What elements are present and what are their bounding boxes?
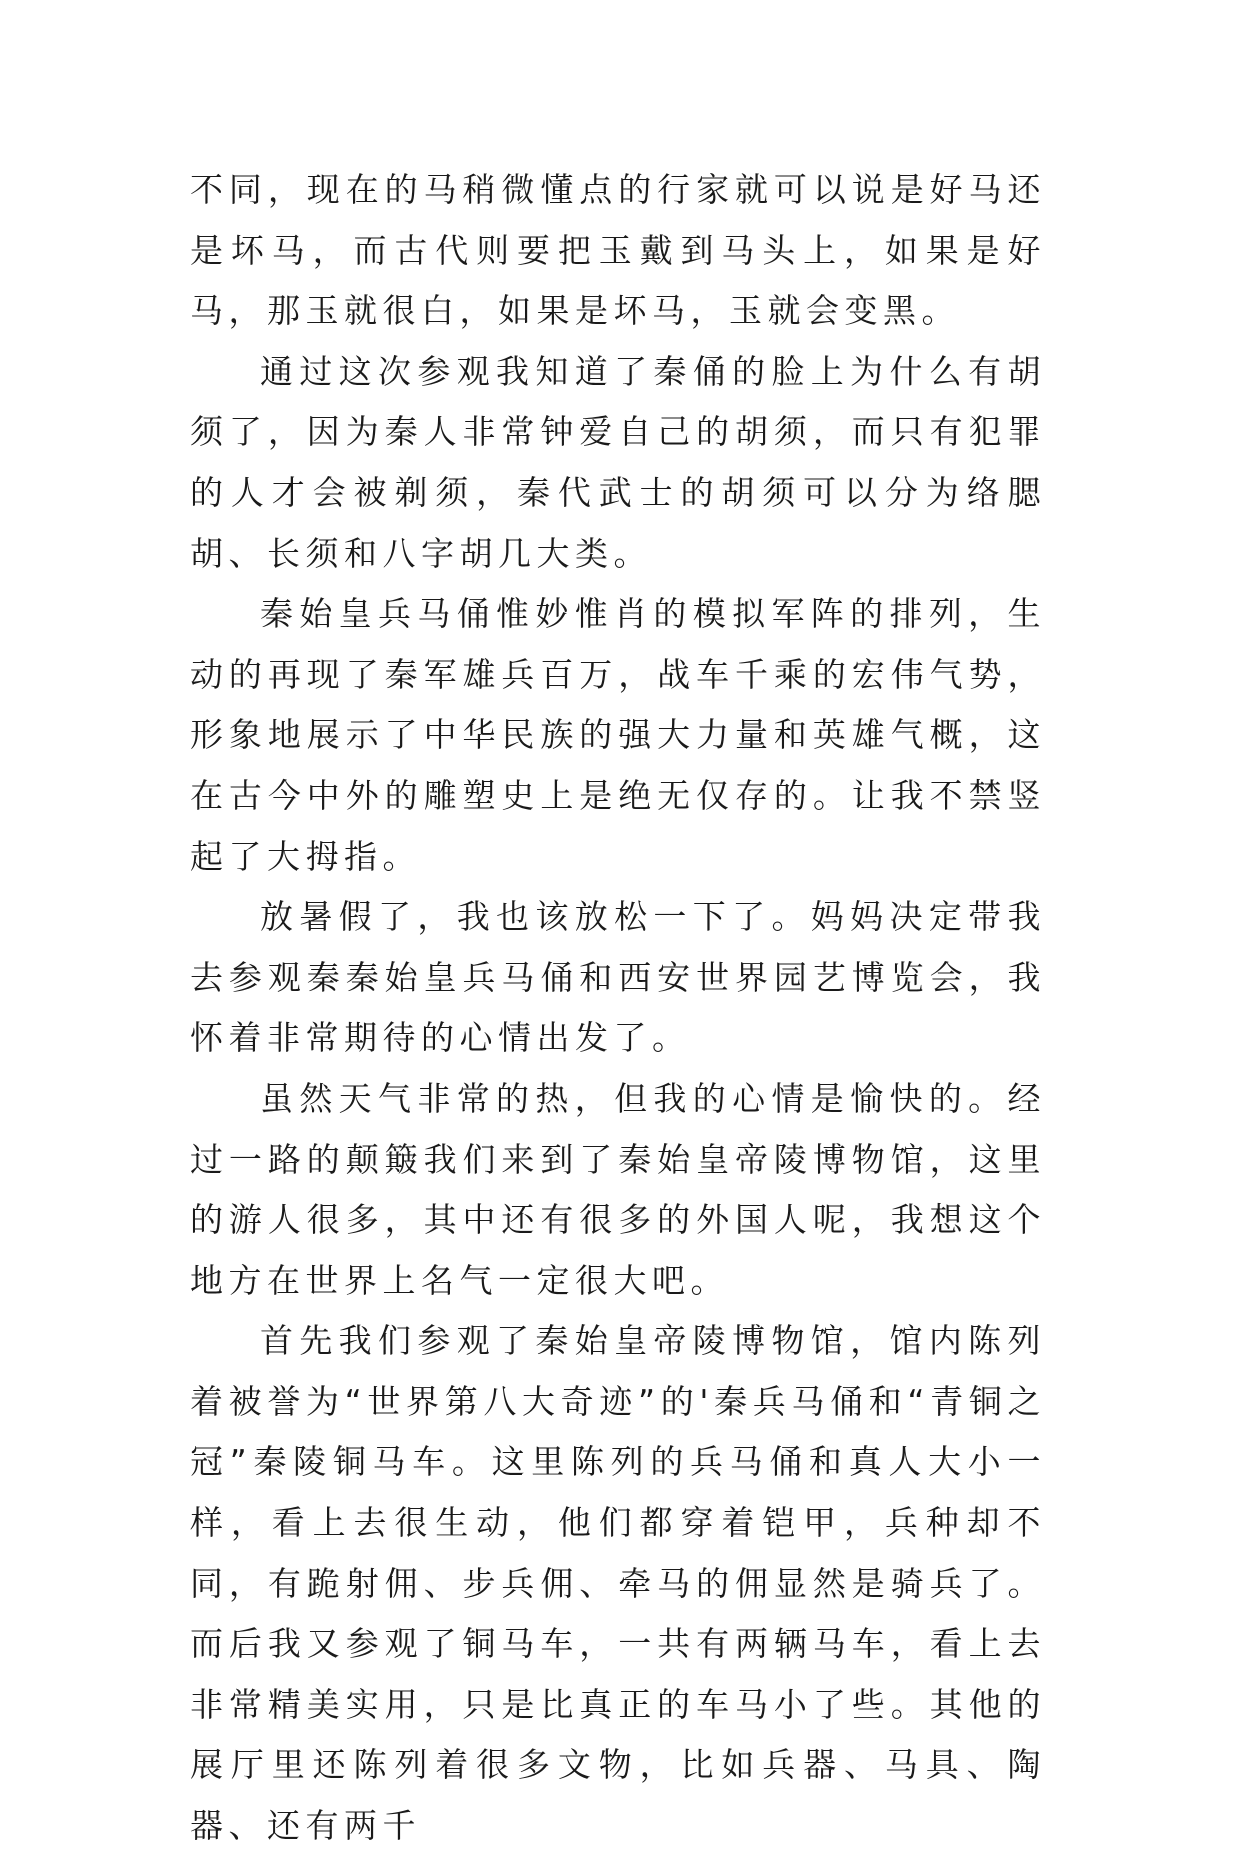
paragraph-5: 虽然天气非常的热，但我的心情是愉快的。经过一路的颠簸我们来到了秦始皇帝陵博物馆，这里的游人很多，其中还有很多的外国人呢，我想这个地方在世界上名气一定很大吧。 <box>190 1078 1046 1300</box>
paragraph-1: 不同，现在的马稍微懂点的行家就可以说是好马还是坏马，而古代则要把玉戴到马头上，如果是好马，那玉就很白，如果是坏马，玉就会变黑。 <box>190 170 1046 331</box>
paragraph-4: 放暑假了，我也该放松一下了。妈妈决定带我去参观秦秦始皇兵马俑和西安世界园艺博览会，我怀着非常期待的心情出发了。 <box>190 897 1046 1058</box>
document-body <box>190 160 1046 1857</box>
paragraph-6: 首先我们参观了秦始皇帝陵博物馆，馆内陈列着被誉为“世界第八大奇迹”的'秦兵马俑和“青铜之冠”秦陵铜马车。这里陈列的兵马俑和真人大小一样，看上去很生动，他们都穿着铠甲，兵种却不同，有跪射佣、步兵佣、牵马的佣显然是骑兵了。而后我又参观了铜马车，一共有两辆马车，看上去非常精美实用，只是比真正的车马小了些。其他的展厅里还陈列着很多文物，比如兵器、马具、陶器、还有两千 <box>190 1321 1046 1846</box>
paragraph-3: 秦始皇兵马俑惟妙惟肖的模拟军阵的排列，生动的再现了秦军雄兵百万，战车千乘的宏伟气势，形象地展示了中华民族的强大力量和英雄气概，这在古今中外的雕塑史上是绝无仅存的。让我不禁竖起了大拇指。 <box>190 594 1046 876</box>
paragraph-2: 通过这次参观我知道了秦俑的脸上为什么有胡须了，因为秦人非常钟爱自己的胡须，而只有犯罪的人才会被剃须，秦代武士的胡须可以分为络腮胡、长须和八字胡几大类。 <box>190 351 1046 573</box>
